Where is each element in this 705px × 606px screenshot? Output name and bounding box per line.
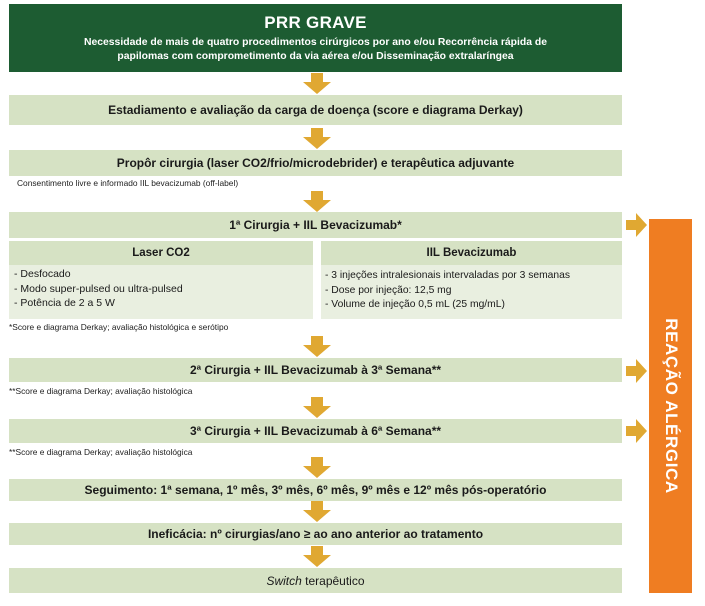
- allergic-reaction-label: REAÇÃO ALÉRGICA: [661, 318, 681, 494]
- list-item: - Desfocado: [14, 268, 71, 280]
- consent-note: Consentimento livre e informado IIL bevacizumab (off-label): [17, 178, 239, 188]
- switch-italic: Switch: [266, 573, 302, 588]
- arrow-right-icon: [626, 212, 648, 238]
- laser-panel: [9, 241, 313, 319]
- staging-text: Estadiamento e avaliação da carga de doença (score e diagrama Derkay): [108, 103, 523, 117]
- list-item: - Potência de 2 a 5 W: [14, 297, 115, 309]
- surgery2-note: **Score e diagrama Derkay; avaliação histológica: [9, 386, 193, 396]
- header-subtitle: [9, 36, 622, 64]
- arrow-down-icon: [302, 546, 332, 568]
- arrow-down-icon: [302, 128, 332, 150]
- surgery3-text: 3ª Cirurgia + IIL Bevacizumab à 6ª Semana**: [189, 424, 442, 438]
- header-box: [9, 4, 622, 72]
- allergic-reaction-box: [649, 219, 692, 593]
- list-item: - Modo super-pulsed ou ultra-pulsed: [14, 282, 183, 295]
- laser-panel-title: Laser CO2: [9, 241, 313, 265]
- header-subtitle-line1: Necessidade de mais de quatro procedimentos cirúrgicos por ano e/ou Recorrência rápida de: [83, 37, 548, 48]
- header-title: PRR GRAVE: [264, 13, 367, 32]
- list-item: - Dose por injeção: 12,5 mg: [325, 284, 452, 296]
- surgery1-text: 1ª Cirurgia + IIL Bevacizumab*: [229, 218, 402, 232]
- arrow-down-icon: [302, 73, 332, 95]
- followup-box: [9, 479, 622, 501]
- switch-text: [266, 574, 364, 588]
- arrow-down-icon: [302, 501, 332, 523]
- bevacizumab-panel-list: [321, 265, 622, 313]
- inefficacy-box: [9, 523, 622, 545]
- arrow-down-icon: [302, 457, 332, 479]
- surgery3-note: **Score e diagrama Derkay; avaliação histológica: [9, 447, 193, 457]
- arrow-right-icon: [626, 418, 648, 444]
- arrow-down-icon: [302, 336, 332, 358]
- staging-box: [9, 95, 622, 125]
- followup-text: Seguimento: 1ª semana, 1º mês, 3º mês, 6º mês, 9º mês e 12º mês pós-operatório: [84, 483, 547, 497]
- propose-surgery-text: Propôr cirurgia (laser CO2/frio/microdebrider) e terapêutica adjuvante: [116, 156, 515, 170]
- switch-rest: terapêutico: [301, 573, 365, 588]
- arrow-right-icon: [626, 358, 648, 384]
- surgery2-box: [9, 358, 622, 382]
- surgery1-box: [9, 212, 622, 238]
- header-subtitle-line2: papilomas com comprometimento da via aérea e/ou Disseminação extralaríngea: [117, 51, 514, 62]
- list-item: - Volume de injeção 0,5 mL (25 mg/mL): [325, 299, 505, 310]
- inefficacy-text: Ineficácia: nº cirurgias/ano ≥ ao ano anterior ao tratamento: [147, 527, 484, 541]
- laser-panel-list: [9, 265, 313, 311]
- bevacizumab-panel-title: IIL Bevacizumab: [321, 241, 622, 265]
- surgery2-text: 2ª Cirurgia + IIL Bevacizumab à 3ª Semana**: [189, 363, 442, 377]
- surgery3-box: [9, 419, 622, 443]
- arrow-down-icon: [302, 397, 332, 419]
- arrow-down-icon: [302, 191, 332, 213]
- switch-box: [9, 568, 622, 593]
- propose-surgery-box: [9, 150, 622, 176]
- surgery1-note: *Score e diagrama Derkay; avaliação histológica e serótipo: [9, 322, 229, 332]
- list-item: - 3 injeções intralesionais intervaladas por 3 semanas: [325, 270, 570, 281]
- bevacizumab-panel: [321, 241, 622, 319]
